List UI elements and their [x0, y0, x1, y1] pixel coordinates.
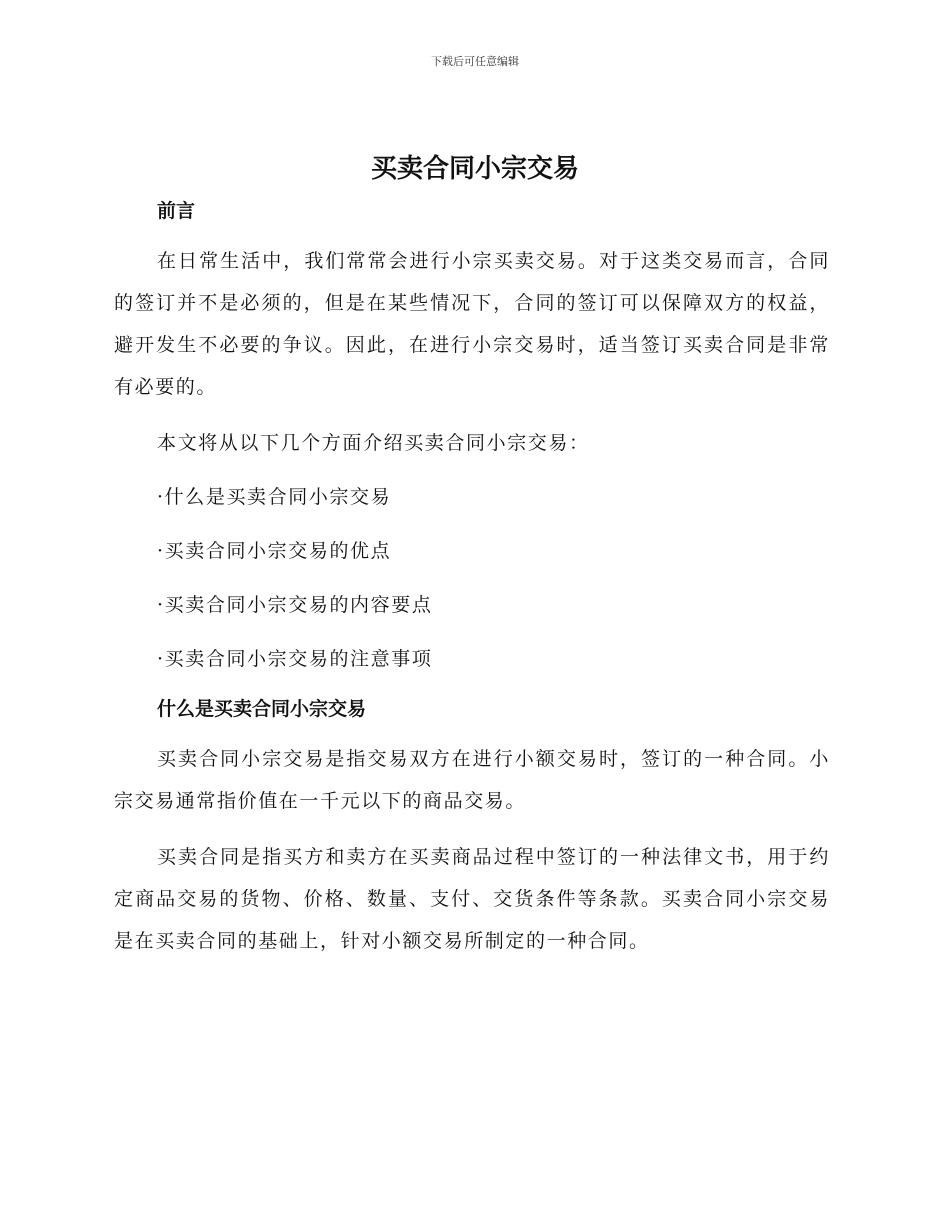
list-item: ·买卖合同小宗交易的内容要点 [157, 594, 433, 616]
list-item: ·买卖合同小宗交易的优点 [157, 540, 392, 562]
paragraph: 在日常生活中，我们常常会进行小宗买卖交易。对于这类交易而言，合同的签订并不是必须的，但是在某些情况下，合同的签订可以保障双方的权益，避开发生不必要的争议。因此，在进行小宗交易时，适当签订买卖合同是非常有必要的。 [114, 250, 830, 398]
paragraph: 买卖合同小宗交易是指交易双方在进行小额交易时，签订的一种合同。小宗交易通常指价值在一千元以下的商品交易。 [114, 748, 830, 812]
page-header-note: 下载后可任意编辑 [431, 55, 519, 68]
list-item: ·买卖合同小宗交易的注意事项 [157, 648, 433, 670]
document-body [114, 196, 830, 962]
list-item: ·什么是买卖合同小宗交易 [157, 486, 392, 508]
section-heading-preface: 前言 [157, 200, 196, 222]
paragraph: 买卖合同是指买方和卖方在买卖商品过程中签订的一种法律文书，用于约定商品交易的货物、价格、数量、支付、交货条件等条款。买卖合同小宗交易是在买卖合同的基础上，针对小额交易所制定的一种合同。 [114, 846, 830, 952]
paragraph: 本文将从以下几个方面介绍买卖合同小宗交易： [157, 432, 590, 454]
document-title: 买卖合同小宗交易 [370, 154, 579, 184]
section-heading-definition: 什么是买卖合同小宗交易 [157, 698, 367, 720]
